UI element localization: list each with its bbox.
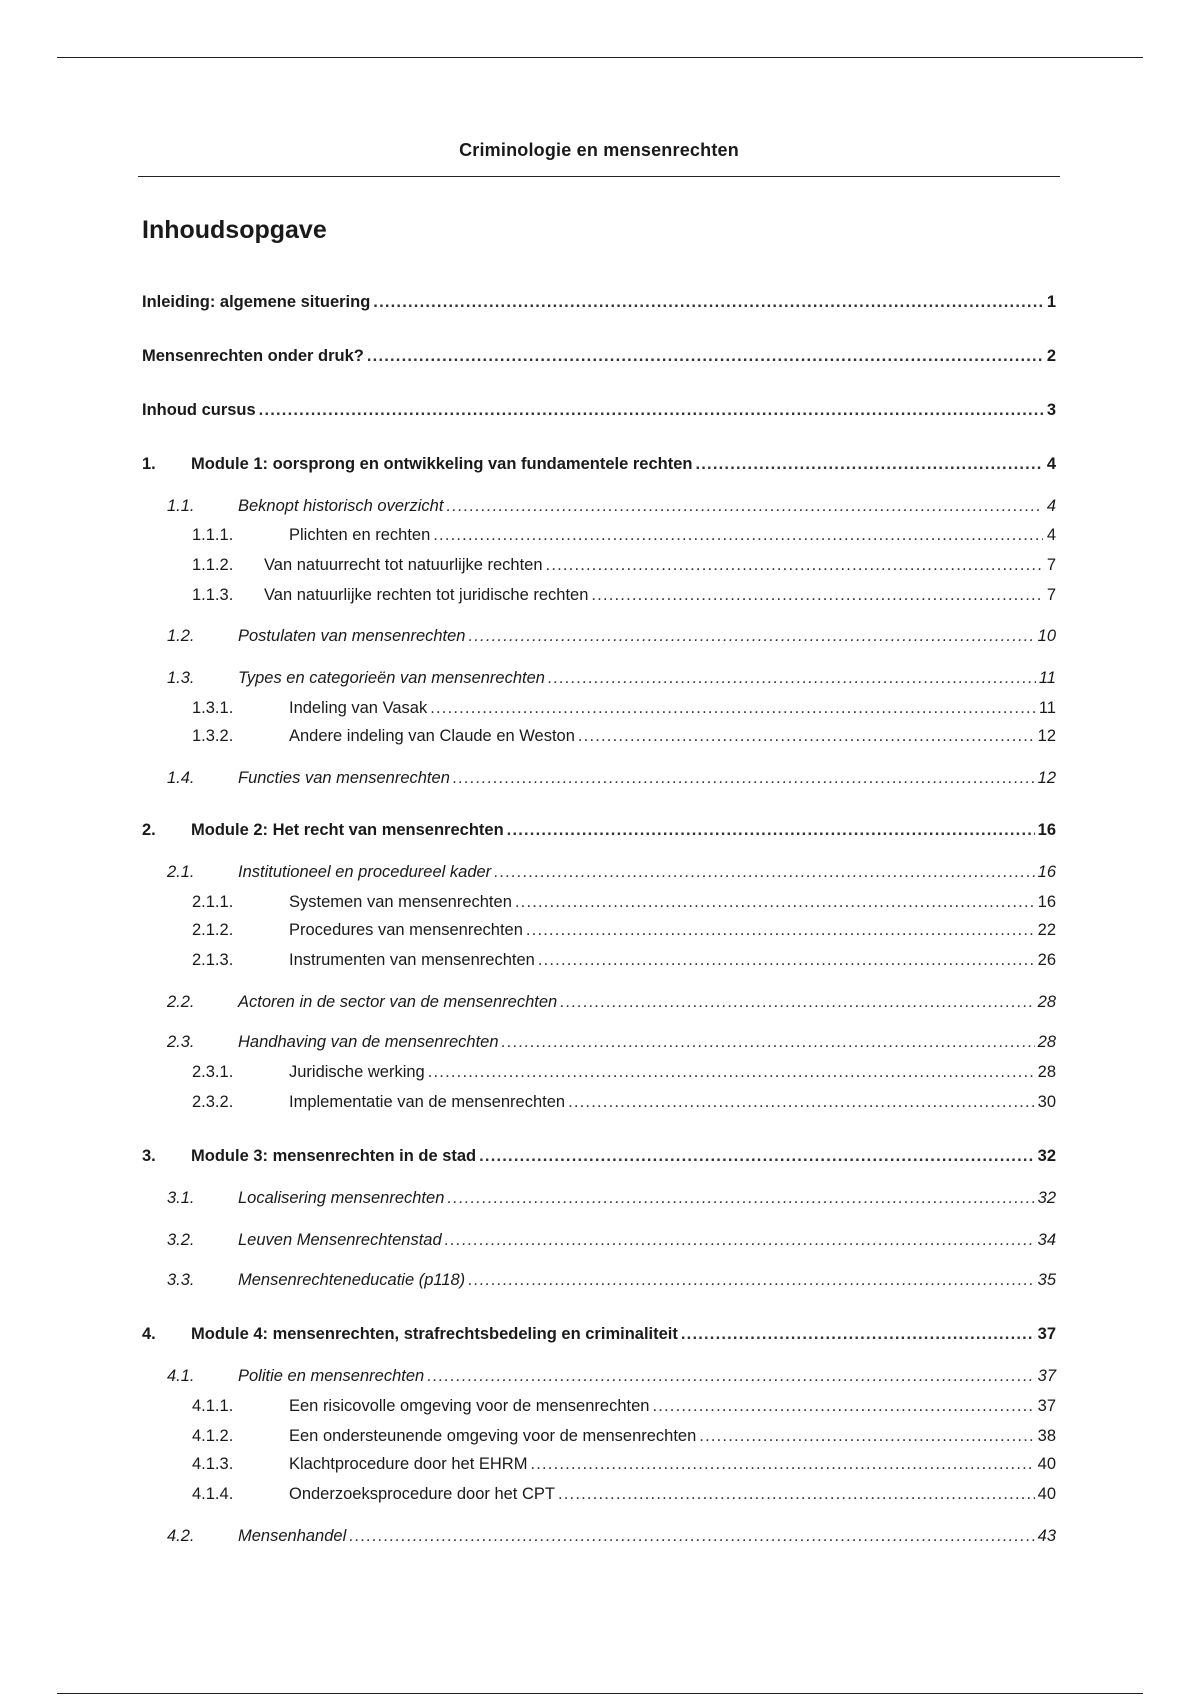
toc-entry-page: 40 <box>1037 1455 1056 1473</box>
toc-entry[interactable] <box>142 862 1056 882</box>
toc-dot-leader <box>367 346 1043 366</box>
toc-dot-leader <box>494 862 1034 882</box>
toc-dot-leader <box>349 1526 1034 1546</box>
toc-dot-leader <box>479 1146 1035 1166</box>
toc-entry-number: 1. <box>142 455 156 473</box>
toc-entry-page: 32 <box>1037 1189 1056 1207</box>
toc-entry-label: Module 3: mensenrechten in de stad <box>191 1147 477 1165</box>
toc-entry-number: 4.1.4. <box>192 1485 234 1503</box>
toc-entry-number: 3.3. <box>167 1271 195 1289</box>
toc-entry-label: Inhoud cursus <box>142 401 256 419</box>
toc-entry-page: 34 <box>1037 1231 1056 1249</box>
toc-entry[interactable] <box>142 950 1056 970</box>
toc-dot-leader <box>259 400 1043 420</box>
toc-entry-number: 2.1.1. <box>192 893 234 911</box>
toc-entry-label: Mensenrechteneducatie (p118) <box>238 1271 466 1289</box>
toc-entry-number: 1.3. <box>167 669 195 687</box>
toc-dot-leader <box>681 1324 1035 1344</box>
toc-entry-number: 2.2. <box>167 993 195 1011</box>
toc-dot-leader <box>695 454 1043 474</box>
toc-dot-leader <box>468 626 1034 646</box>
toc-entry-label: Beknopt historisch overzicht <box>238 497 444 515</box>
toc-entry-page: 37 <box>1037 1367 1056 1385</box>
toc-entry-page: 12 <box>1037 769 1056 787</box>
toc-dot-leader <box>433 525 1043 545</box>
toc-entry-label: Inleiding: algemene situering <box>142 293 371 311</box>
toc-dot-leader <box>428 1062 1035 1082</box>
toc-entry-page: 28 <box>1037 993 1056 1011</box>
toc-entry-page: 12 <box>1037 727 1056 745</box>
toc-entry-label: Module 4: mensenrechten, strafrechtsbedeling en criminaliteit <box>191 1325 678 1343</box>
toc-entry[interactable] <box>142 820 1056 840</box>
toc-entry[interactable] <box>142 1366 1056 1386</box>
toc-entry-label: Actoren in de sector van de mensenrechten <box>238 993 558 1011</box>
toc-entry-number: 1.2. <box>167 627 195 645</box>
toc-entry-number: 2.3.1. <box>192 1063 234 1081</box>
toc-dot-leader <box>548 668 1036 688</box>
toc-entry-label: Klachtprocedure door het EHRM <box>289 1455 528 1473</box>
toc-dot-leader <box>530 1454 1034 1474</box>
toc-dot-leader <box>591 585 1043 605</box>
toc-dot-leader <box>699 1426 1034 1446</box>
toc-entry[interactable] <box>142 726 1056 746</box>
toc-dot-leader <box>468 1270 1034 1290</box>
toc-entry[interactable] <box>142 1062 1056 1082</box>
toc-entry-number: 2.1. <box>167 863 195 881</box>
toc-entry[interactable] <box>142 992 1056 1012</box>
toc-dot-leader <box>568 1092 1035 1112</box>
toc-entry-page: 26 <box>1037 951 1056 969</box>
page-bottom-rule <box>57 1693 1143 1694</box>
toc-entry-page: 30 <box>1037 1093 1056 1111</box>
toc-entry-page: 35 <box>1037 1271 1056 1289</box>
toc-entry-number: 4.1.3. <box>192 1455 234 1473</box>
toc-entry[interactable] <box>142 1146 1056 1166</box>
toc-title: Inhoudsopgave <box>142 216 327 244</box>
toc-entry-number: 2.3. <box>167 1033 195 1051</box>
toc-entry-number: 1.1.3. <box>192 586 234 604</box>
toc-entry[interactable] <box>142 292 1056 312</box>
toc-dot-leader <box>578 726 1035 746</box>
toc-entry-label: Implementatie van de mensenrechten <box>289 1093 566 1111</box>
toc-entry[interactable] <box>142 555 1056 575</box>
toc-dot-leader <box>558 1484 1035 1504</box>
toc-entry-label: Postulaten van mensenrechten <box>238 627 466 645</box>
toc-entry[interactable] <box>142 1324 1056 1344</box>
toc-entry-page: 16 <box>1037 893 1056 911</box>
toc-entry[interactable] <box>142 1270 1056 1290</box>
toc-dot-leader <box>538 950 1035 970</box>
toc-entry[interactable] <box>142 668 1056 688</box>
toc-dot-leader <box>515 892 1035 912</box>
toc-entry-number: 1.3.1. <box>192 699 234 717</box>
toc-entry-label: Leuven Mensenrechtenstad <box>238 1231 442 1249</box>
toc-entry-number: 3.2. <box>167 1231 195 1249</box>
toc-entry-number: 1.3.2. <box>192 727 234 745</box>
toc-entry[interactable] <box>142 346 1056 366</box>
toc-entry-label: Procedures van mensenrechten <box>289 921 523 939</box>
toc-entry-label: Module 2: Het recht van mensenrechten <box>191 821 504 839</box>
toc-entry-label: Indeling van Vasak <box>289 699 428 717</box>
toc-entry-label: Politie en mensenrechten <box>238 1367 425 1385</box>
toc-dot-leader <box>373 292 1043 312</box>
toc-entry[interactable] <box>142 698 1056 718</box>
toc-entry-page: 3 <box>1046 401 1056 419</box>
toc-entry[interactable] <box>142 1526 1056 1546</box>
toc-entry[interactable] <box>142 1426 1056 1446</box>
toc-entry[interactable] <box>142 585 1056 605</box>
toc-entry-page: 1 <box>1046 293 1056 311</box>
toc-dot-leader <box>560 992 1034 1012</box>
toc-entry-page: 37 <box>1037 1325 1056 1343</box>
toc-dot-leader <box>427 1366 1034 1386</box>
toc-entry-page: 7 <box>1046 586 1056 604</box>
page-top-rule <box>57 57 1143 58</box>
toc-entry-page: 4 <box>1046 455 1056 473</box>
toc-entry[interactable] <box>142 525 1056 545</box>
toc-dot-leader <box>430 698 1036 718</box>
toc-entry-number: 2.1.3. <box>192 951 234 969</box>
toc-entry-page: 16 <box>1037 863 1056 881</box>
toc-dot-leader <box>446 496 1043 516</box>
toc-entry-number: 2.1.2. <box>192 921 234 939</box>
toc-entry[interactable] <box>142 892 1056 912</box>
toc-entry-label: Localisering mensenrechten <box>238 1189 445 1207</box>
toc-entry-number: 1.1.1. <box>192 526 234 544</box>
toc-entry[interactable] <box>142 1188 1056 1208</box>
toc-entry-page: 40 <box>1037 1485 1056 1503</box>
toc-entry-page: 28 <box>1037 1063 1056 1081</box>
toc-entry-label: Een ondersteunende omgeving voor de mensenrechten <box>289 1427 697 1445</box>
toc-entry-page: 32 <box>1037 1147 1056 1165</box>
toc-entry-number: 2.3.2. <box>192 1093 234 1111</box>
toc-entry[interactable] <box>142 1092 1056 1112</box>
toc-dot-leader <box>502 1032 1035 1052</box>
toc-entry[interactable] <box>142 920 1056 940</box>
toc-entry-page: 11 <box>1038 669 1056 687</box>
toc-entry[interactable] <box>142 1032 1056 1052</box>
toc-entry-label: Onderzoeksprocedure door het CPT <box>289 1485 555 1503</box>
toc-entry-number: 1.1.2. <box>192 556 234 574</box>
toc-entry-label: Een risicovolle omgeving voor de mensenrechten <box>289 1397 650 1415</box>
toc-entry-label: Mensenhandel <box>238 1527 347 1545</box>
toc-entry-number: 4.1.2. <box>192 1427 234 1445</box>
toc-entry-page: 43 <box>1037 1527 1056 1545</box>
toc-dot-leader <box>445 1230 1035 1250</box>
toc-entry-label: Functies van mensenrechten <box>238 769 450 787</box>
toc-entry[interactable] <box>142 400 1056 420</box>
toc-entry-page: 38 <box>1037 1427 1056 1445</box>
toc-entry-label: Van natuurlijke rechten tot juridische rechten <box>264 586 589 604</box>
toc-entry-number: 3.1. <box>167 1189 195 1207</box>
toc-entry-page: 22 <box>1037 921 1056 939</box>
toc-entry[interactable] <box>142 768 1056 788</box>
toc-dot-leader <box>453 768 1035 788</box>
toc-entry-page: 10 <box>1037 627 1056 645</box>
toc-entry[interactable] <box>142 1454 1056 1474</box>
toc-entry-label: Systemen van mensenrechten <box>289 893 512 911</box>
toc-entry-page: 4 <box>1046 526 1056 544</box>
toc-entry[interactable] <box>142 1396 1056 1416</box>
toc-entry[interactable] <box>142 626 1056 646</box>
toc-entry-label: Juridische werking <box>289 1063 425 1081</box>
toc-entry-number: 4.1. <box>167 1367 195 1385</box>
toc-entry[interactable] <box>142 1484 1056 1504</box>
toc-entry-label: Institutioneel en procedureel kader <box>238 863 492 881</box>
toc-entry-number: 3. <box>142 1147 156 1165</box>
toc-entry-page: 7 <box>1046 556 1056 574</box>
running-header: Criminologie en mensenrechten <box>459 140 739 160</box>
toc-dot-leader <box>652 1396 1034 1416</box>
toc-entry-label: Types en categorieën van mensenrechten <box>238 669 545 687</box>
toc-entry[interactable] <box>142 1230 1056 1250</box>
toc-entry-label: Mensenrechten onder druk? <box>142 347 364 365</box>
toc-entry-number: 1.1. <box>167 497 195 515</box>
toc-entry-number: 1.4. <box>167 769 195 787</box>
toc-entry-page: 16 <box>1037 821 1056 839</box>
toc-entry-label: Andere indeling van Claude en Weston <box>289 727 575 745</box>
toc-dot-leader <box>507 820 1035 840</box>
toc-entry-page: 2 <box>1046 347 1056 365</box>
toc-entry-number: 4. <box>142 1325 156 1343</box>
toc-dot-leader <box>526 920 1035 940</box>
toc-entry-label: Instrumenten van mensenrechten <box>289 951 535 969</box>
toc-entry-page: 28 <box>1037 1033 1056 1051</box>
toc-entry-label: Van natuurrecht tot natuurlijke rechten <box>264 556 543 574</box>
toc-entry-page: 37 <box>1037 1397 1056 1415</box>
toc-entry-label: Handhaving van de mensenrechten <box>238 1033 499 1051</box>
header-rule <box>138 176 1060 177</box>
toc-entry-label: Module 1: oorsprong en ontwikkeling van fundamentele rechten <box>191 455 693 473</box>
toc-entry-page: 11 <box>1038 699 1056 717</box>
toc-dot-leader <box>447 1188 1034 1208</box>
toc-entry[interactable] <box>142 454 1056 474</box>
toc-entry-number: 4.2. <box>167 1527 195 1545</box>
toc-entry-page: 4 <box>1046 497 1056 515</box>
toc-dot-leader <box>546 555 1043 575</box>
toc-entry-label: Plichten en rechten <box>289 526 431 544</box>
toc-entry[interactable] <box>142 496 1056 516</box>
toc-entry-number: 2. <box>142 821 156 839</box>
toc-entry-number: 4.1.1. <box>192 1397 234 1415</box>
